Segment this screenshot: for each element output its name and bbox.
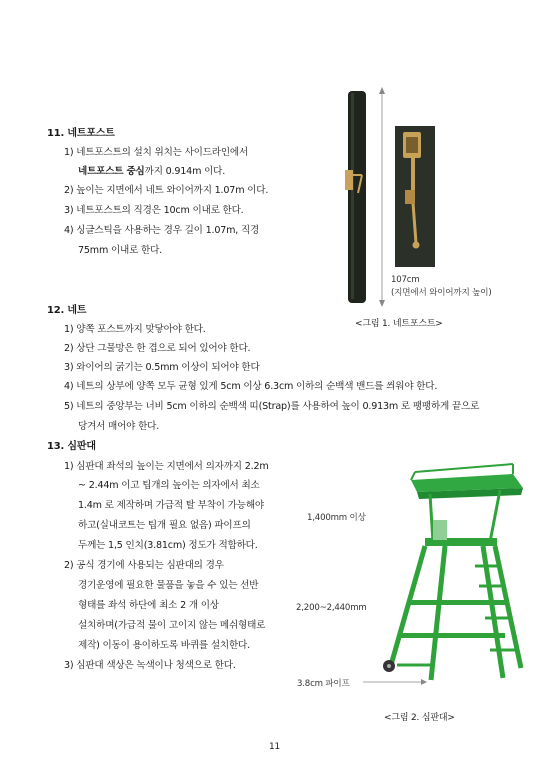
section-13-item-3: 3) 심판대 색상은 녹색이나 청색으로 한다. [64, 660, 236, 671]
seat-height-label: 2,200~2,440mm [296, 603, 367, 613]
section-11-item-1: 1) 네트포스트의 설치 위치는 사이드라인에서 [64, 147, 249, 158]
section-13-item-2-cont-a: 경기운영에 필요한 물품을 놓을 수 있는 선반 [78, 580, 259, 591]
post-height-value: 107cm [391, 275, 420, 285]
shelf-lower-image [399, 633, 505, 638]
section-13-item-1-cont-d: 두께는 1,5 인치(3.81cm) 정도가 적합하다. [78, 540, 258, 551]
pipe-label: 3.8cm 파이프 [297, 679, 350, 689]
section-12-item-5-cont: 당겨서 매어야 한다. [78, 421, 160, 432]
section-12-item-3: 3) 와이어의 굵기는 0.5mm 이상이 되어야 한다 [64, 362, 260, 373]
section-13-item-1: 1) 심판대 좌석의 높이는 지면에서 의자까지 2.2m [64, 461, 269, 472]
page-number: 11 [269, 742, 281, 752]
canopy-height-label: 1,400mm 이상 [307, 513, 366, 523]
section-13-item-1-cont-b: 1.4m 로 제작하며 가급적 탈 부착이 가능해야 [78, 500, 264, 511]
net-post-figure [330, 85, 530, 315]
shelf-upper-image [409, 600, 505, 605]
figure-2-caption: <그림 2. 심판대> [384, 713, 455, 723]
net-post-image [348, 91, 366, 303]
section-11-item-2: 2) 높이는 지면에서 네트 와이어까지 1.07m 이다. [64, 185, 269, 196]
section-11-item-3: 3) 네트포스트의 직경은 10cm 이내로 한다. [64, 205, 244, 216]
section-12-title: 12. 네트 [47, 305, 87, 316]
umpire-chair-figure [375, 450, 525, 695]
section-13-title: 13. 심판대 [47, 441, 96, 452]
section-13-item-2: 2) 공식 경기에 사용되는 심판대의 경우 [64, 560, 224, 571]
section-13-item-1-cont-a: ~ 2.44m 이고 팁개의 높이는 의자에서 최소 [78, 480, 260, 491]
section-11-item-4: 4) 싱글스틱을 사용하는 경우 길이 1.07m, 직경 [64, 225, 260, 236]
figure-1-caption: <그림 1. 네트포스트> [355, 319, 443, 329]
section-12-item-4: 4) 네트의 상부에 양쪽 모두 균형 있게 5cm 이상 6.3cm 이하의 순백색 밴드를 씌워야 한다. [64, 381, 438, 392]
section-13-item-2-cont-b: 형태를 좌석 하단에 최소 2 개 이상 [78, 600, 219, 611]
crank-detail-image [395, 126, 435, 267]
section-13-item-1-cont-c: 하고(실내코트는 팁개 필요 없음) 파이프의 [78, 520, 251, 531]
section-11-title: 11. 네트포스트 [47, 128, 115, 139]
emphasis-text: 네트포스트 중심 [78, 166, 145, 177]
section-12-item-1: 1) 양쪽 포스트까지 맞닿아야 한다. [64, 324, 206, 335]
section-12-item-2: 2) 상단 그물망은 한 겹으로 되어 있어야 한다. [64, 343, 251, 354]
section-12-item-5: 5) 네트의 중앙부는 너비 5cm 이하의 순백색 띠(Strap)를 사용하여 높이 0.913m 로 팽팽하게 끝으로 [64, 401, 480, 412]
section-11-item-1-tail: 까지 0.914m 이다. [144, 166, 226, 177]
section-13-item-2-cont-c: 설치하며(가급적 물이 고이지 않는 메쉬형태로 [78, 620, 266, 631]
post-height-note: (지면에서 와이어까지 높이) [391, 288, 492, 298]
section-11-item-4-cont: 75mm 이내로 한다. [78, 245, 162, 256]
section-13-item-2-cont-d: 제작) 이동이 용이하도록 바퀴를 설치한다. [78, 640, 250, 651]
section-11-item-1-cont [78, 165, 225, 179]
